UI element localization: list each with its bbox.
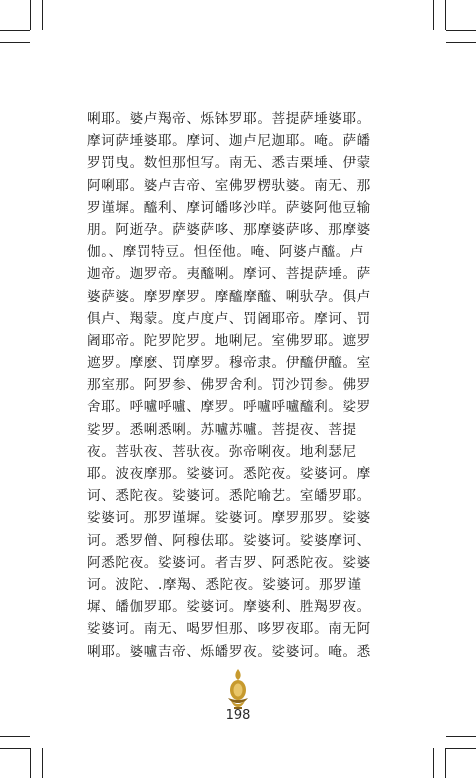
- text-line: 唎耶。婆卢羯帝、烁钵罗耶。菩提萨埵婆耶。: [87, 111, 371, 127]
- text-line: 耶。波夜摩那。娑婆诃。悉陀夜。娑婆诃。摩: [87, 466, 371, 482]
- text-line: 娑婆诃。南无、喝罗怛那、哆罗夜耶。南无阿: [87, 621, 371, 638]
- text-line: 迦帝。迦罗帝。夷醯唎。摩诃、菩提萨埵。萨: [87, 266, 371, 283]
- text-line: 婆萨婆。摩罗摩罗。摩醯摩醯、唎驮孕。俱卢: [87, 288, 371, 305]
- crop-mark-top-left-vertical: [30, 0, 31, 30]
- crop-mark-top-right-vertical-inner: [433, 0, 434, 30]
- text-line: 娑婆诃。那罗谨墀。娑婆诃。摩罗那罗。娑婆: [87, 510, 371, 527]
- text-line: 罗谨墀。醯利、摩诃皤哆沙咩。萨婆阿他豆输: [87, 199, 371, 216]
- text-line: 阇耶帝。陀罗陀罗。地唎尼。室佛罗耶。遮罗: [87, 332, 371, 349]
- crop-mark-bottom-left-horizontal-inner: [0, 748, 30, 749]
- text-line: 俱卢、羯蒙。度卢度卢、罚阇耶帝。摩诃、罚: [87, 310, 371, 327]
- text-line: 唎耶。婆嚧吉帝、烁皤罗夜。娑婆诃。唵。悉: [87, 643, 371, 660]
- text-line: 伽。、摩罚特豆。怛侄他。唵、阿婆卢醯。卢: [87, 244, 365, 261]
- crop-mark-bottom-right-vertical: [445, 748, 446, 778]
- lotus-ornament-icon: [225, 668, 251, 710]
- text-line: 舍耶。呼嚧呼嚧、摩罗。呼嚧呼嚧醯利。娑罗: [87, 399, 371, 416]
- crop-mark-bottom-left-vertical-inner: [42, 748, 43, 778]
- crop-mark-bottom-right-horizontal-inner: [446, 748, 476, 749]
- text-line: 摩诃萨埵婆耶。摩诃、迦卢尼迦耶。唵。萨皤: [87, 133, 371, 150]
- text-line: 娑罗。悉唎悉唎。苏嚧苏嚧。菩提夜、菩提: [87, 421, 357, 438]
- mantra-text-block: [87, 108, 392, 663]
- crop-mark-bottom-left-horizontal: [0, 736, 30, 737]
- text-line: 诃、悉陀夜。娑婆诃。悉陀喻艺。室皤罗耶。: [87, 488, 371, 505]
- crop-mark-top-left-horizontal: [0, 30, 30, 31]
- page-number: 198: [225, 708, 251, 723]
- text-line: 墀、皤伽罗耶。娑婆诃。摩婆利、胜羯罗夜。: [87, 599, 371, 616]
- crop-mark-bottom-left-vertical: [30, 748, 31, 778]
- text-line: 朋。阿逝孕。萨婆萨哆、那摩婆萨哆、那摩婆: [87, 221, 371, 238]
- text-line: 罗罚曳。数怛那怛写。南无、悉吉栗埵、伊蒙: [87, 155, 371, 172]
- crop-mark-top-left-horizontal-inner: [0, 42, 30, 43]
- text-line: 阿唎耶。婆卢吉帝、室佛罗楞驮婆。南无、那: [87, 177, 371, 194]
- text-line: 那室那。阿罗参、佛罗舍利。罚沙罚参。佛罗: [87, 377, 371, 394]
- crop-mark-bottom-right-vertical-inner: [433, 748, 434, 778]
- text-line: 夜。菩驮夜、菩驮夜。弥帝唎夜。地利瑟尼: [87, 443, 357, 460]
- crop-mark-top-right-vertical: [445, 0, 446, 30]
- text-line: 诃。波陀、.摩羯、悉陀夜。娑婆诃。那罗谨: [87, 576, 362, 593]
- text-line: 阿悉陀夜。娑婆诃。者吉罗、阿悉陀夜。娑婆: [87, 554, 371, 571]
- text-line: 诃。悉罗僧、阿穆佉耶。娑婆诃。娑婆摩诃、: [87, 532, 371, 549]
- crop-mark-top-right-horizontal: [446, 30, 476, 31]
- crop-mark-top-left-vertical-inner: [42, 0, 43, 30]
- text-line: 遮罗。摩麽、罚摩罗。穆帝隶。伊醯伊醯。室: [87, 355, 371, 372]
- crop-mark-top-right-horizontal-inner: [446, 42, 476, 43]
- crop-mark-bottom-right-horizontal: [446, 736, 476, 737]
